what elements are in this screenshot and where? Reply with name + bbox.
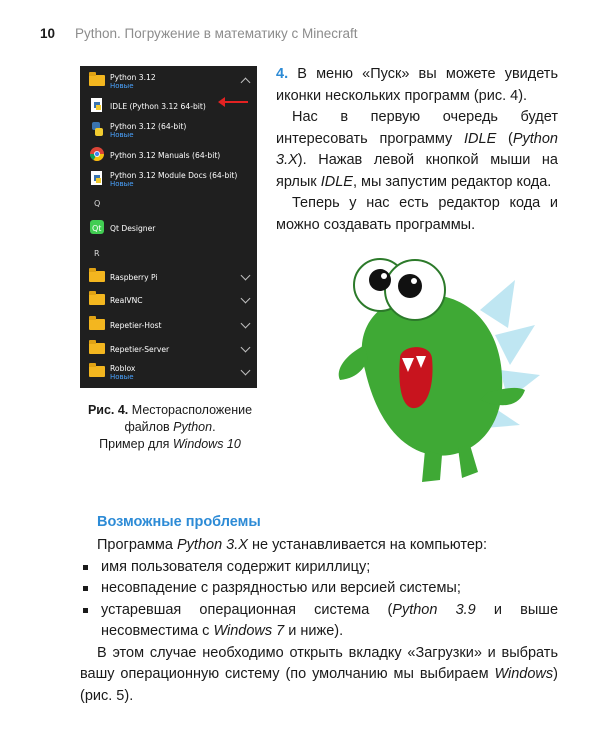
menu-item-roblox[interactable]: Roblox Новые — [80, 360, 257, 384]
chrome-icon — [89, 147, 105, 161]
step-4-text: 4. В меню «Пуск» вы можете увидеть иконки нескольких программ (рис. 4). Нас в первую очередь будет интересовать программу IDLE (Python 3.X). Нажав левой кнопкой мыши на ярлык IDLE, мы запустим редактор кода. Теперь у нас есть редактор кода и можно создавать программы. — [276, 66, 558, 233]
menu-item-module-docs[interactable]: Python 3.12 Module Docs (64-bit) Новые — [80, 167, 257, 191]
qt-icon — [89, 220, 105, 234]
red-arrow-icon — [224, 101, 248, 103]
figure-caption: Рис. 4. Месторасположение файлов Python. Пример для Windows 10 — [87, 403, 253, 451]
step-number: 4. — [276, 66, 289, 82]
folder-icon — [89, 343, 105, 354]
bullet-item: имя пользователя содержит кириллицу; — [80, 557, 558, 579]
problems-text: Программа Python 3.X не устанавливается на компьютер: имя пользователя содержит кириллицу; несовпадение с разрядностью или версией системы; устаревшая операционная система (Python 3.9 и выше несовместима с Windows 7 и ниже). В этом случае необходимо открыть вкладку «Загрузки» и выбрать вашу операционную систему (по умолчанию мы выбираем Windows) (рис. 5). — [80, 537, 559, 704]
section-letter-r[interactable]: R — [94, 249, 100, 258]
chevron-down-icon — [241, 294, 251, 304]
start-menu-screenshot — [80, 66, 257, 388]
chevron-down-icon — [241, 319, 251, 329]
bullet-item: несовпадение с разрядностью или версией системы; — [80, 578, 558, 600]
menu-item-repetier-server[interactable]: Repetier-Server — [80, 337, 257, 361]
folder-icon — [89, 366, 105, 377]
svg-text:Qt: Qt — [92, 224, 102, 233]
menu-item-python-folder[interactable]: Python 3.12 Новые — [80, 69, 257, 93]
menu-item-python-manuals[interactable]: Python 3.12 Manuals (64-bit) — [80, 143, 257, 167]
menu-item-qt-designer[interactable]: Qt Qt Designer — [80, 216, 257, 240]
folder-icon — [89, 294, 105, 305]
chevron-down-icon — [241, 343, 251, 353]
folder-icon — [89, 319, 105, 330]
python-icon — [89, 122, 105, 136]
chevron-up-icon — [241, 78, 251, 88]
green-monster-illustration — [330, 250, 560, 490]
bullet-item: устаревшая операционная система (Python 3.9 и выше несовместима с Windows 7 и ниже). — [80, 600, 558, 643]
section-letter-q[interactable]: Q — [94, 199, 101, 208]
menu-item-python-64[interactable]: Python 3.12 (64-bit) Новые — [80, 118, 257, 142]
menu-item-raspberry-pi[interactable]: Raspberry Pi — [80, 265, 257, 289]
section-title-problems: Возможные проблемы — [97, 514, 261, 530]
menu-item-realvnc[interactable]: RealVNC — [80, 288, 257, 312]
page-number: 10 — [40, 26, 56, 41]
idle-icon — [89, 98, 105, 112]
running-title: Python. Погружение в математику с Minecraft — [75, 26, 358, 41]
menu-item-idle[interactable]: IDLE (Python 3.12 64-bit) — [80, 94, 257, 118]
chevron-down-icon — [241, 271, 251, 281]
running-header — [40, 26, 358, 41]
folder-icon — [89, 271, 105, 282]
docs-icon — [89, 171, 105, 185]
menu-item-repetier-host[interactable]: Repetier-Host — [80, 313, 257, 337]
chevron-down-icon — [241, 366, 251, 376]
folder-icon — [89, 75, 105, 86]
